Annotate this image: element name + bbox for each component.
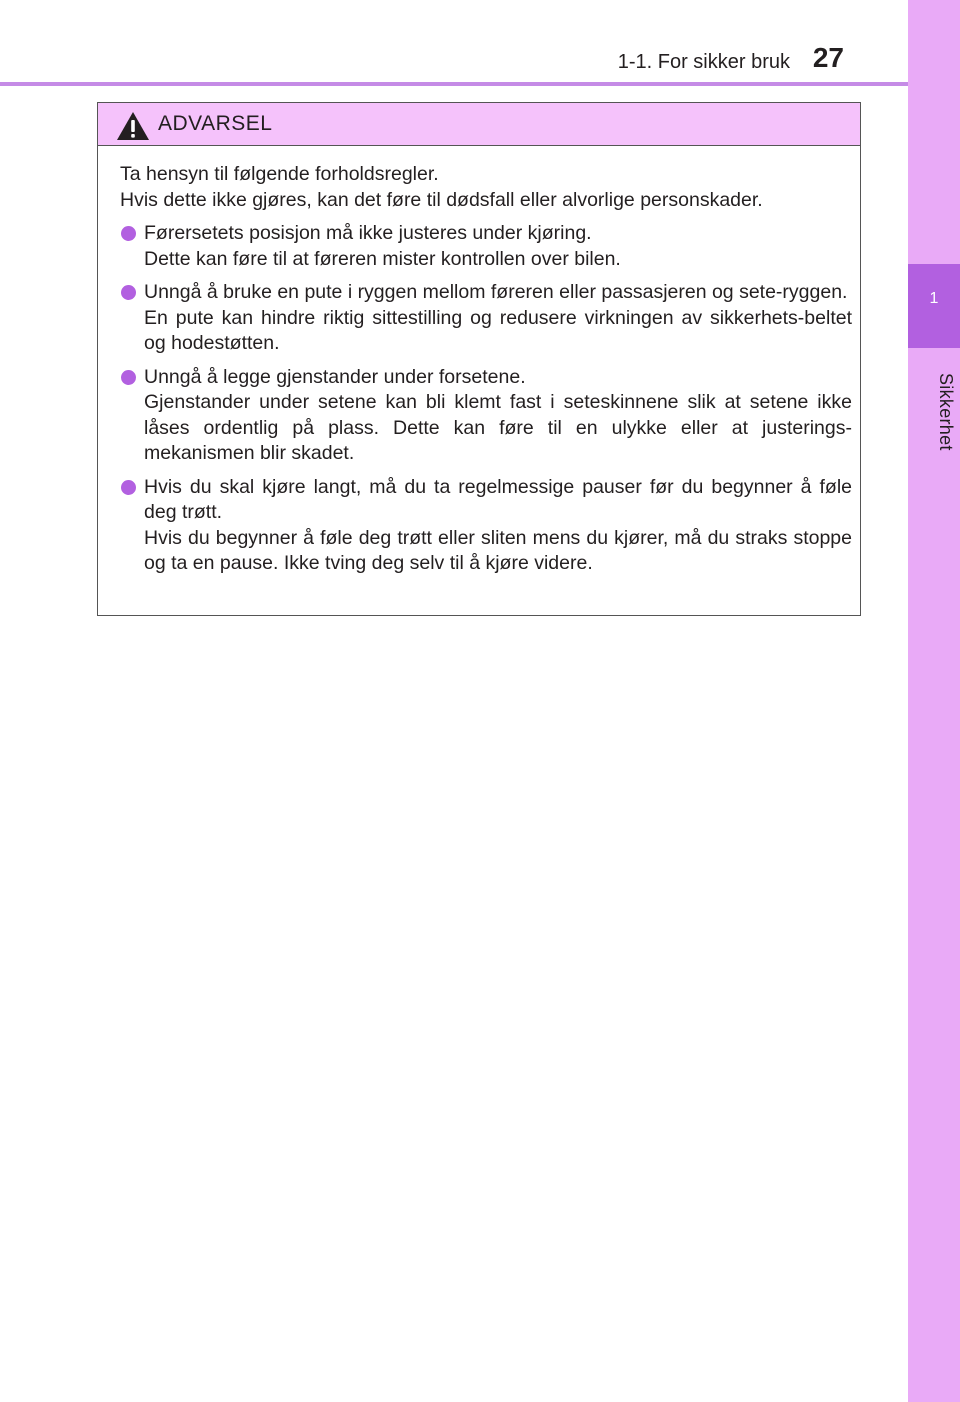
page-header — [0, 0, 908, 84]
bullet-dot-icon — [121, 480, 136, 495]
warning-box — [97, 102, 861, 616]
warning-intro — [120, 162, 852, 213]
bullet-text: En pute kan hindre riktig sittestilling og redusere virkningen av sikkerhets-beltet og hodestøtten. — [144, 306, 852, 354]
bullet-heading: Hvis du skal kjøre langt, må du ta regelmessige pauser før du begynner å føle deg trøtt. — [144, 475, 852, 523]
chapter-side-tab — [908, 0, 960, 1402]
bullet-text: Hvis du begynner å føle deg trøtt eller sliten mens du kjører, må du straks stoppe og ta en pause. Ikke tving deg selv til å kjøre videre. — [144, 526, 852, 574]
warning-bullet — [120, 280, 852, 357]
warning-bullet — [120, 475, 852, 577]
warning-bullet — [120, 221, 852, 272]
warning-triangle-icon — [116, 111, 150, 141]
section-label: 1-1. For sikker bruk — [617, 51, 790, 73]
bullet-dot-icon — [121, 370, 136, 385]
warning-title: ADVARSEL — [158, 112, 273, 135]
chapter-label: Sikkerhet — [936, 373, 956, 451]
bullet-heading: Unngå å legge gjenstander under forsetene. — [144, 365, 526, 388]
warning-body — [98, 146, 860, 577]
warning-intro-line: Hvis dette ikke gjøres, kan det føre til dødsfall eller alvorlige personskader. — [120, 188, 763, 211]
warning-intro-line: Ta hensyn til følgende forholdsregler. — [120, 163, 439, 185]
bullet-dot-icon — [121, 285, 136, 300]
header-rule — [0, 82, 908, 86]
bullet-heading: Førersetets posisjon må ikke justeres under kjøring. — [144, 222, 592, 244]
bullet-text: Dette kan føre til at føreren mister kontrollen over bilen. — [144, 247, 621, 270]
bullet-dot-icon — [121, 226, 136, 241]
chapter-number: 1 — [929, 290, 939, 307]
bullet-text: Gjenstander under setene kan bli klemt fast i seteskinnene slik at setene ikke låses ordentlig på plass. Dette kan føre til en ulykke eller at justerings-mekanismen blir skadet. — [144, 391, 852, 464]
warning-bullet — [120, 365, 852, 467]
bullet-heading: Unngå å bruke en pute i ryggen mellom føreren eller passasjeren og sete-ryggen. — [144, 281, 848, 303]
warning-header — [98, 103, 860, 146]
page-number: 27 — [812, 42, 844, 73]
